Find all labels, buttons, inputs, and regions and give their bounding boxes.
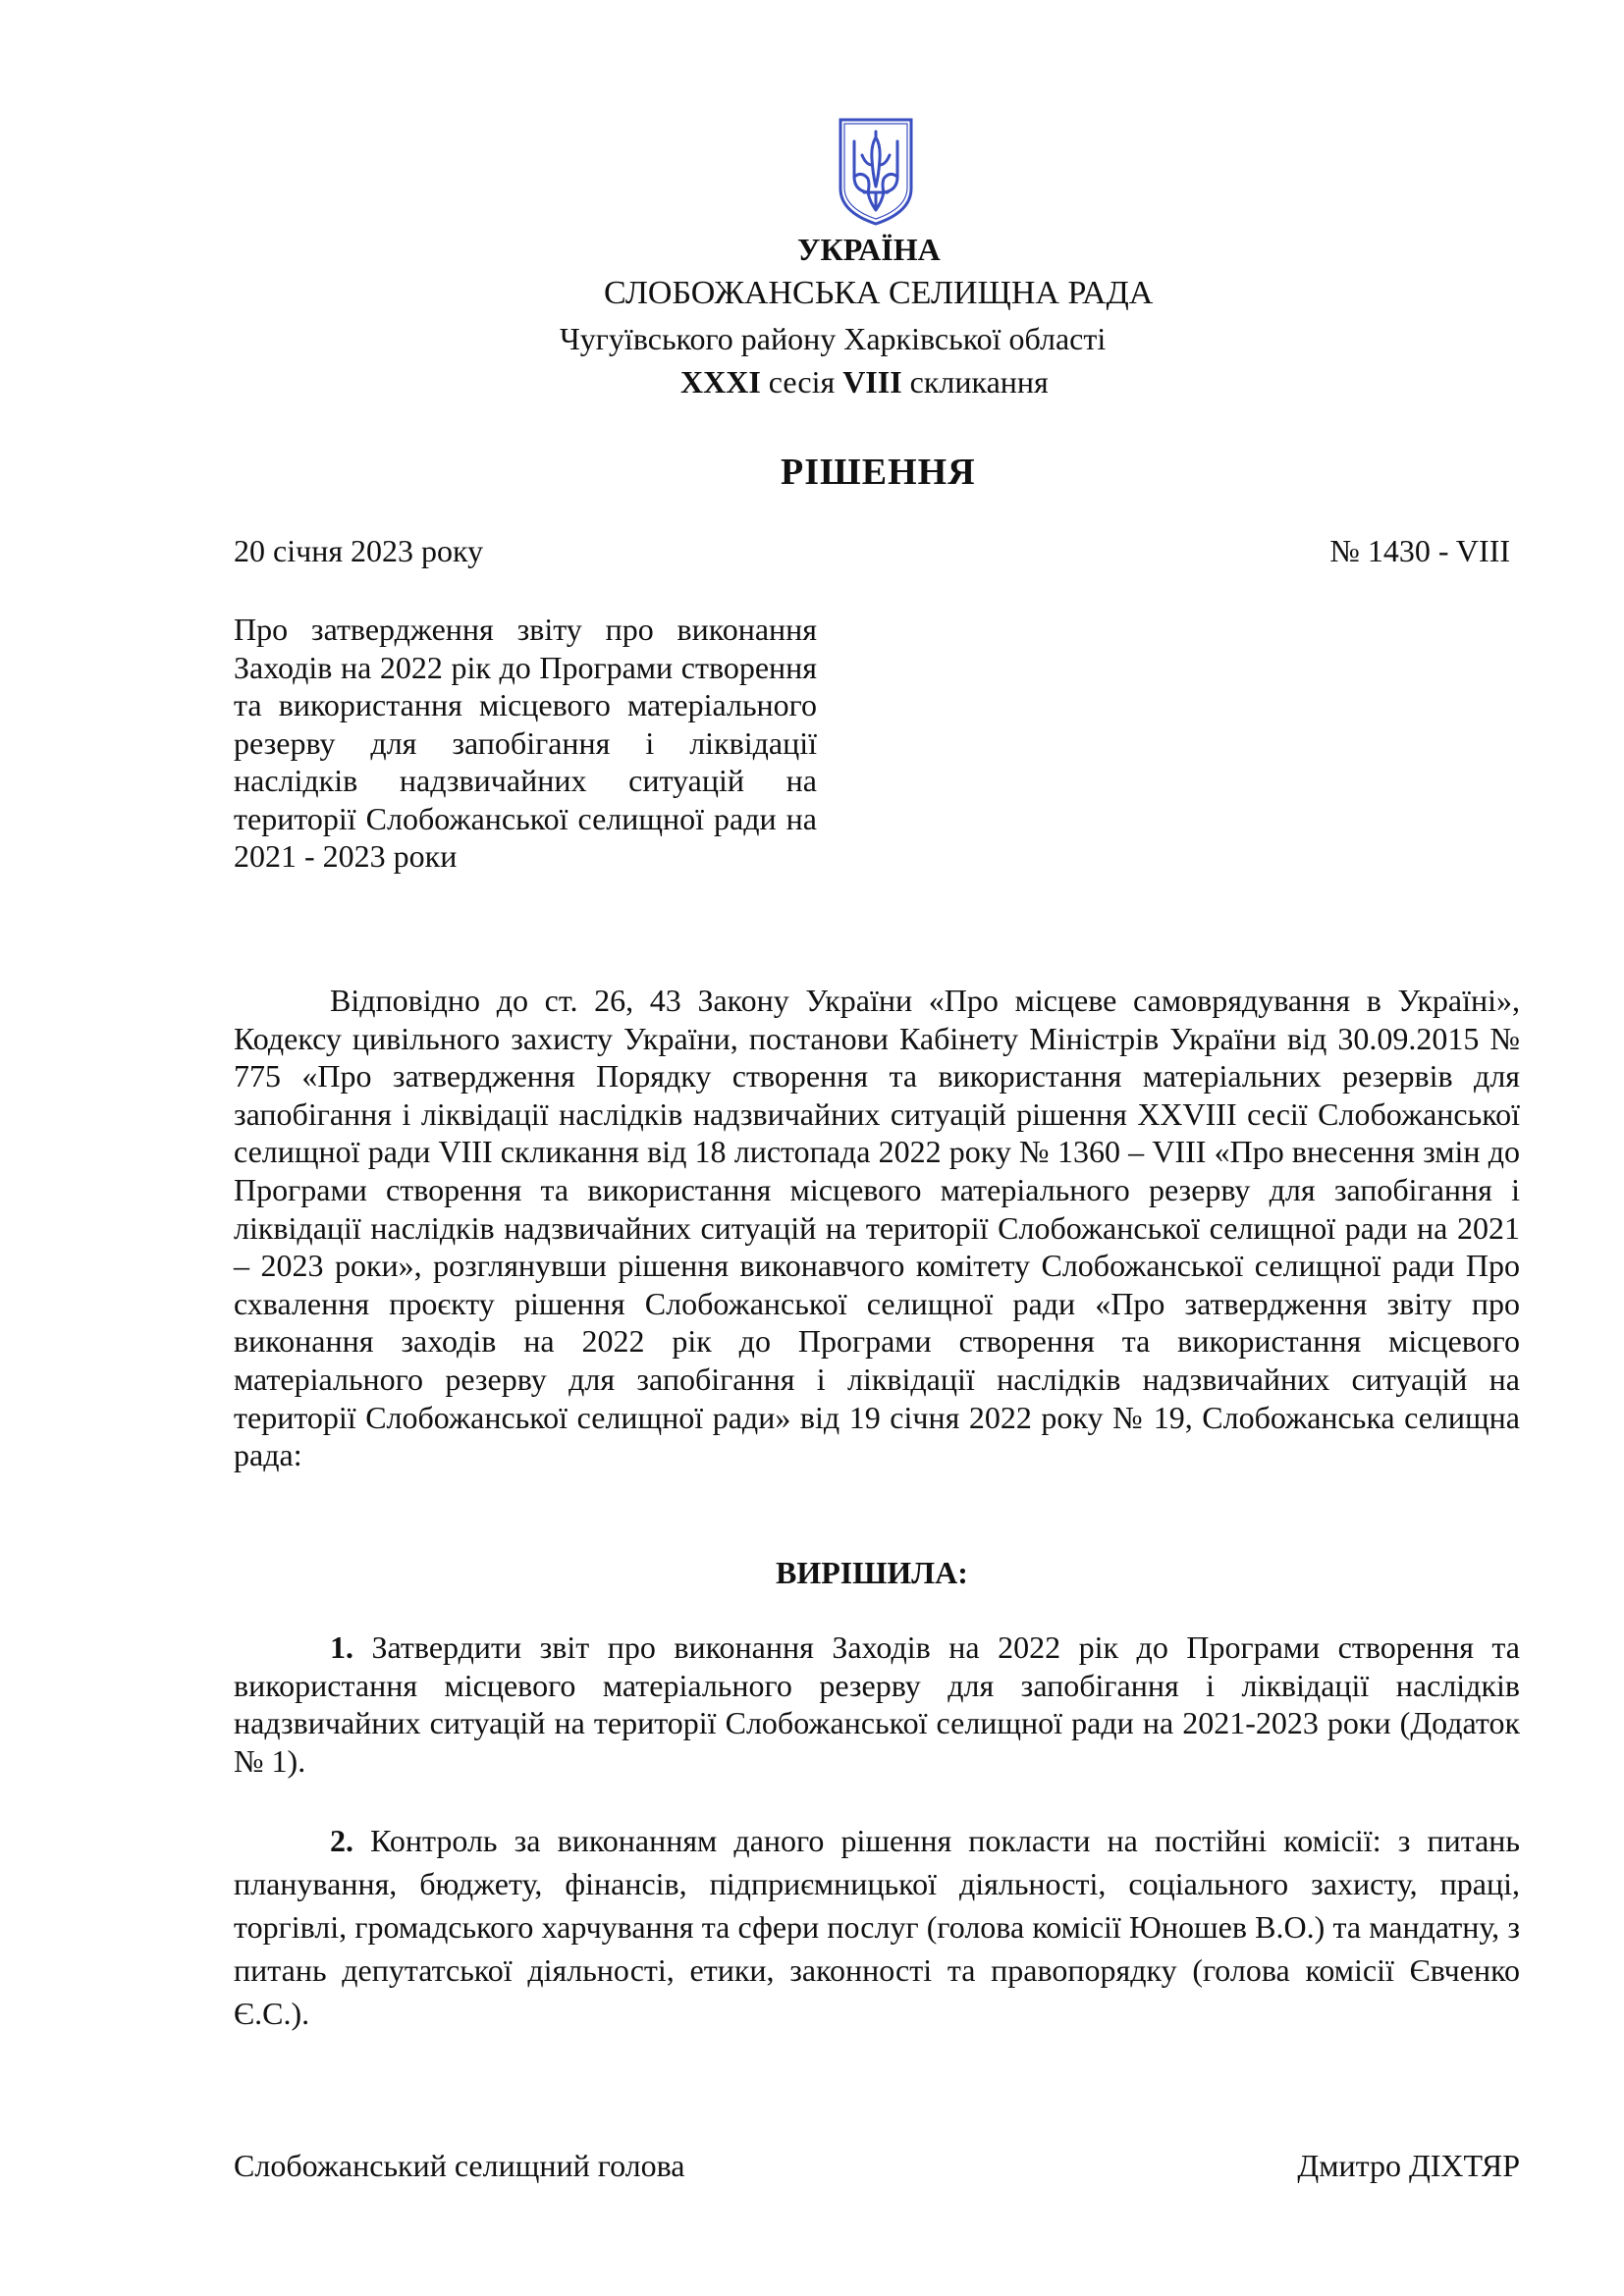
- council-name: СЛОБОЖАНСЬКА СЕЛИЩНА РАДА: [604, 275, 1154, 311]
- item-text: Контроль за виконанням даного рішення покласти на постійні комісії: з питань планування, бюджету, фінансів, підприємницької діяльності, соціального захисту, праці, торгівлі, громадського харчування та сфери послуг (голова комісії Юношев В.О.) та мандатну, з питань депутатської діяльності, етики, законності та правопорядку (голова комісії Євченко Є.С.).: [234, 1823, 1521, 2031]
- item-number: 1.: [330, 1629, 353, 1665]
- district-name: Чугуївського району Харківської області: [560, 321, 1107, 356]
- signatory-position: Слобожанський селищний голова: [234, 2148, 685, 2183]
- convocation-word: скликання: [909, 364, 1049, 400]
- session-word: сесія: [768, 364, 836, 400]
- signatory-name: Дмитро ДІХТЯР: [1297, 2148, 1520, 2183]
- decision-item: [234, 1819, 1520, 2035]
- convocation-roman: VIII: [842, 364, 902, 400]
- document-title: РІШЕННЯ: [781, 452, 976, 493]
- country-title: УКРАЇНА: [797, 232, 941, 267]
- document-date: 20 січня 2023 року: [234, 533, 484, 568]
- coat-of-arms-trident-icon: [837, 116, 915, 228]
- decision-item: [234, 1629, 1520, 1780]
- preamble-paragraph: Відповідно до ст. 26, 43 Закону України «Про місцеве самоврядування в Україні», Кодексу цивільного захисту України, постанови Кабінету Міністрів України від 30.09.2015 № 775 «Про затвердження Порядку створення та використання матеріальних резервів для запобігання і ліквідації наслідків надзвичайних ситуацій рішення XXVIII сесії Слобожанської селищної ради VIII скликання від 18 листопада 2022 року № 1360 – VIII «Про внесення змін до Програми створення та використання місцевого матеріального резерву для запобігання і ліквідації наслідків надзвичайних ситуацій на території Слобожанської селищної ради на 2021 – 2023 роки», розглянувши рішення виконавчого комітету Слобожанської селищної ради Про схвалення проєкту рішення Слобожанської селищної ради «Про затвердження звіту про виконання заходів на 2022 рік до Програми створення та використання місцевого матеріального резерву для запобігання і ліквідації наслідків надзвичайних ситуацій на території Слобожанської селищної ради» від 19 січня 2022 року № 19, Слобожанська селищна рада:: [234, 983, 1520, 1473]
- document-number: № 1430 - VIII: [1329, 533, 1510, 568]
- resolved-heading: ВИРІШИЛА:: [776, 1555, 968, 1590]
- document-subject: Про затвердження звіту про виконання Заходів на 2022 рік до Програми створення та використання місцевого матеріального резерву для запобігання і ліквідації наслідків надзвичайних ситуацій на території Слобожанської селищної ради на 2021 - 2023 роки: [234, 612, 817, 874]
- item-number: 2.: [330, 1823, 353, 1858]
- session-roman: XXXI: [680, 364, 761, 400]
- item-text: Затвердити звіт про виконання Заходів на 2022 рік до Програми створення та використання місцевого матеріального резерву для запобігання і ліквідації наслідків надзвичайних ситуацій на території Слобожанської селищної ради на 2021-2023 роки (Додаток № 1).: [234, 1629, 1521, 1779]
- session-info: [680, 366, 1049, 398]
